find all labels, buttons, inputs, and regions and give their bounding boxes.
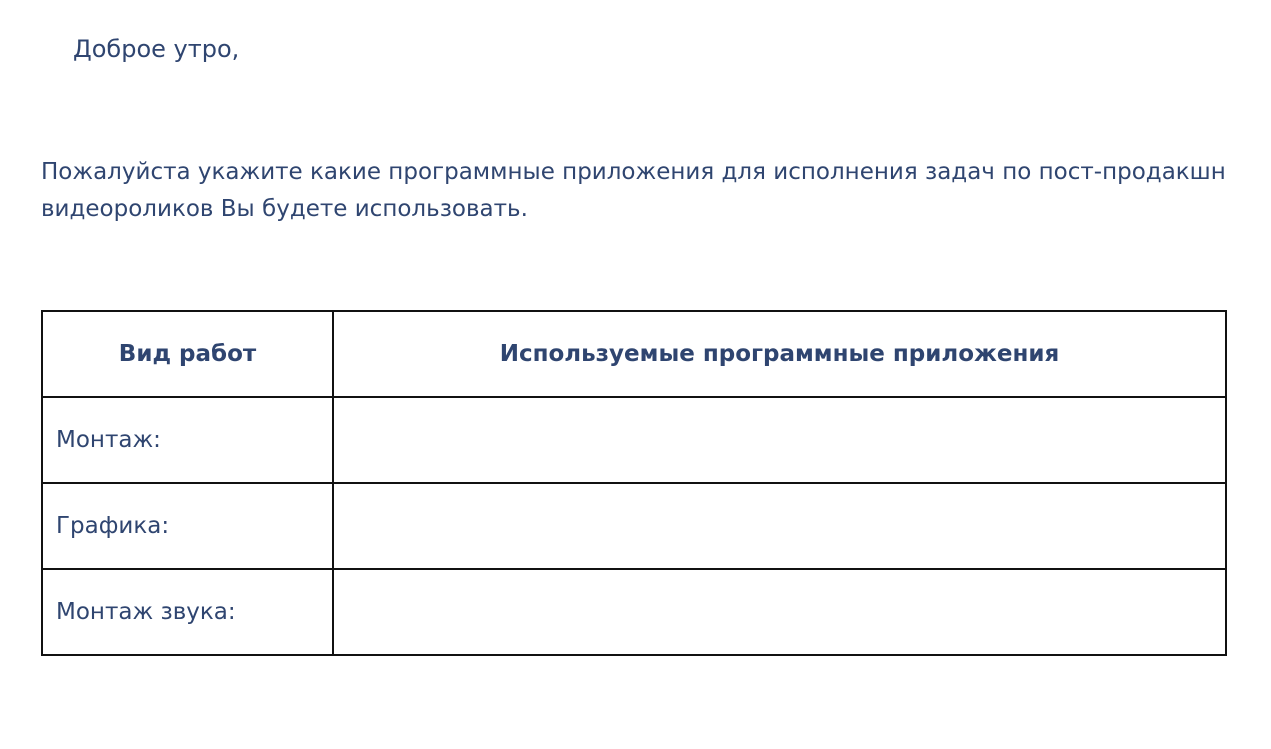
- row-apps-sound-editing[interactable]: [333, 569, 1226, 655]
- table-row: [42, 397, 1226, 483]
- greeting: Доброе утро,: [73, 35, 240, 63]
- table-row: [42, 483, 1226, 569]
- header-work-type: Вид работ: [42, 311, 333, 397]
- row-label-sound-editing: Монтаж звука:: [42, 569, 333, 655]
- row-apps-editing[interactable]: [333, 397, 1226, 483]
- table-header-row: [42, 311, 1226, 397]
- table-row: [42, 569, 1226, 655]
- row-label-editing: Монтаж:: [42, 397, 333, 483]
- row-label-graphics: Графика:: [42, 483, 333, 569]
- header-applications: Используемые программные приложения: [333, 311, 1226, 397]
- row-apps-graphics[interactable]: [333, 483, 1226, 569]
- intro-paragraph: Пожалуйста укажите какие программные приложения для исполнения задач по пост-продакшн видеороликов Вы будете использовать.: [41, 159, 1226, 222]
- software-table: [41, 310, 1227, 656]
